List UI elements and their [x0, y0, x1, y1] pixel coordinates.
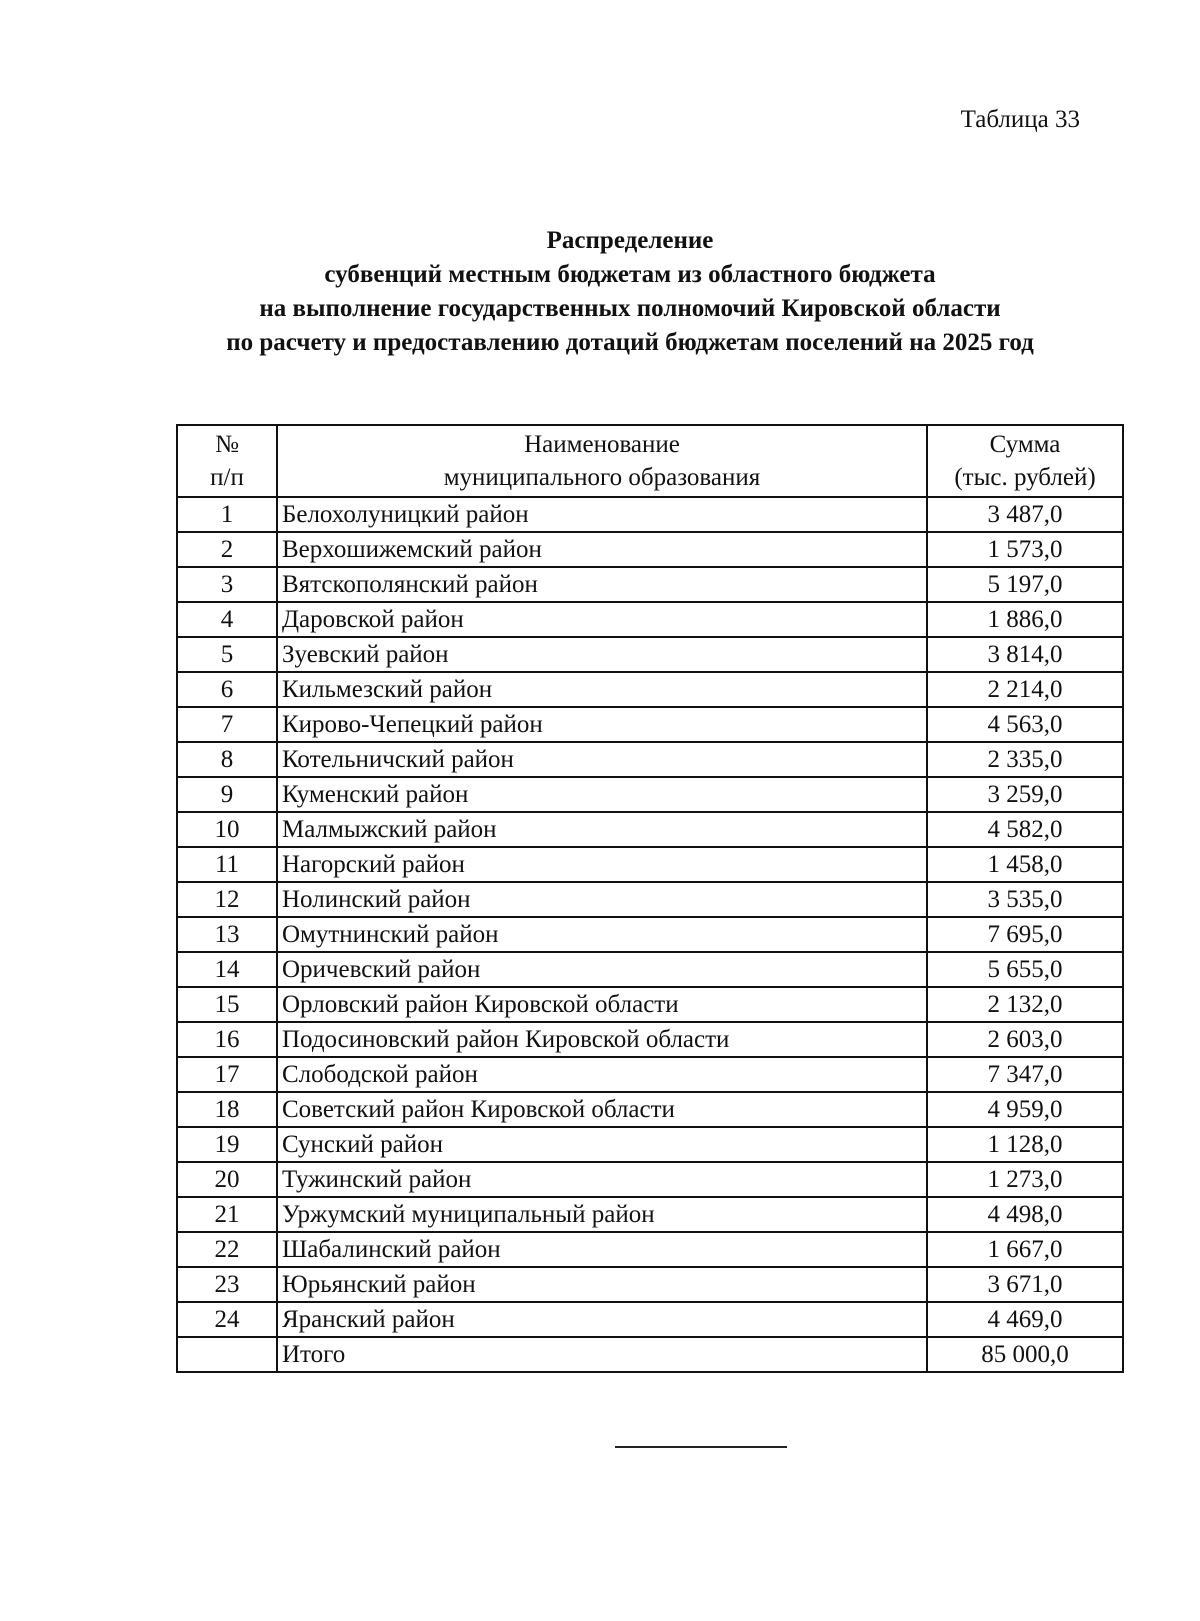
row-num: 2 [177, 532, 277, 567]
subvention-table [176, 424, 1124, 1373]
row-sum: 2 603,0 [927, 1022, 1123, 1057]
row-num: 22 [177, 1232, 277, 1267]
row-num: 5 [177, 637, 277, 672]
row-sum: 7 347,0 [927, 1057, 1123, 1092]
row-name: Орловский район Кировской области [277, 987, 927, 1022]
table-row [177, 952, 1123, 987]
row-name: Малмыжский район [277, 812, 927, 847]
row-sum: 2 335,0 [927, 742, 1123, 777]
table-row [177, 707, 1123, 742]
table-row [177, 742, 1123, 777]
title-line: Распределение [546, 227, 714, 254]
title-line: субвенций местным бюджетам из областного бюджета [324, 261, 936, 288]
row-sum: 4 498,0 [927, 1197, 1123, 1232]
row-sum: 2 214,0 [927, 672, 1123, 707]
total-sum: 85 000,0 [927, 1337, 1123, 1372]
row-num: 7 [177, 707, 277, 742]
row-num: 13 [177, 917, 277, 952]
table-header-row [177, 425, 1123, 497]
row-sum: 2 132,0 [927, 987, 1123, 1022]
table-row [177, 917, 1123, 952]
table-row [177, 847, 1123, 882]
row-num: 18 [177, 1092, 277, 1127]
row-name: Нолинский район [277, 882, 927, 917]
table-row [177, 1057, 1123, 1092]
row-num: 6 [177, 672, 277, 707]
row-name: Яранский район [277, 1302, 927, 1337]
row-num: 4 [177, 602, 277, 637]
table-row [177, 777, 1123, 812]
row-num: 10 [177, 812, 277, 847]
row-sum: 7 695,0 [927, 917, 1123, 952]
row-name: Подосиновский район Кировской области [277, 1022, 927, 1057]
total-label: Итого [277, 1337, 927, 1372]
table-row [177, 1302, 1123, 1337]
row-name: Юрьянский район [277, 1267, 927, 1302]
row-num: 14 [177, 952, 277, 987]
row-name: Нагорский район [277, 847, 927, 882]
row-name: Кильмезский район [277, 672, 927, 707]
row-num: 8 [177, 742, 277, 777]
row-sum: 3 487,0 [927, 497, 1123, 532]
header-sum: Сумма (тыс. рублей) [927, 425, 1123, 497]
table-row [177, 812, 1123, 847]
row-sum: 1 458,0 [927, 847, 1123, 882]
row-sum: 4 959,0 [927, 1092, 1123, 1127]
row-num: 1 [177, 497, 277, 532]
row-name: Слободской район [277, 1057, 927, 1092]
row-sum: 5 655,0 [927, 952, 1123, 987]
row-sum: 4 563,0 [927, 707, 1123, 742]
row-name: Оричевский район [277, 952, 927, 987]
row-sum: 3 535,0 [927, 882, 1123, 917]
footer-rule [615, 1446, 787, 1448]
row-num: 3 [177, 567, 277, 602]
table-row [177, 1197, 1123, 1232]
row-num: 21 [177, 1197, 277, 1232]
row-name: Шабалинский район [277, 1232, 927, 1267]
table-row [177, 532, 1123, 567]
table-row [177, 1267, 1123, 1302]
row-name: Советский район Кировской области [277, 1092, 927, 1127]
row-name: Кирово-Чепецкий район [277, 707, 927, 742]
row-num: 19 [177, 1127, 277, 1162]
row-num: 20 [177, 1162, 277, 1197]
row-num: 15 [177, 987, 277, 1022]
table-row [177, 882, 1123, 917]
title-line: на выполнение государственных полномочий Кировской области [259, 295, 1001, 322]
row-num: 24 [177, 1302, 277, 1337]
row-num: 12 [177, 882, 277, 917]
table-row [177, 1232, 1123, 1267]
row-name: Верхошижемский район [277, 532, 927, 567]
row-num: 9 [177, 777, 277, 812]
table-row [177, 1127, 1123, 1162]
table-row [177, 672, 1123, 707]
table-row [177, 1162, 1123, 1197]
header-name: Наименование муниципального образования [277, 425, 927, 497]
row-num: 16 [177, 1022, 277, 1057]
row-sum: 1 667,0 [927, 1232, 1123, 1267]
table-row [177, 497, 1123, 532]
row-sum: 4 582,0 [927, 812, 1123, 847]
table-row [177, 987, 1123, 1022]
table-row [177, 1022, 1123, 1057]
total-num [177, 1337, 277, 1372]
table-body [177, 497, 1123, 1337]
row-sum: 5 197,0 [927, 567, 1123, 602]
row-name: Тужинский район [277, 1162, 927, 1197]
document-title [150, 224, 1110, 360]
table-row [177, 602, 1123, 637]
title-line: по расчету и предоставлению дотаций бюджетам поселений на 2025 год [226, 329, 1034, 356]
row-name: Котельничский район [277, 742, 927, 777]
header-num: № п/п [177, 425, 277, 497]
row-name: Омутнинский район [277, 917, 927, 952]
row-num: 11 [177, 847, 277, 882]
row-sum: 1 573,0 [927, 532, 1123, 567]
table-row [177, 567, 1123, 602]
row-name: Куменский район [277, 777, 927, 812]
total-row [177, 1337, 1123, 1372]
row-name: Уржумский муниципальный район [277, 1197, 927, 1232]
row-name: Зуевский район [277, 637, 927, 672]
table-label: Таблица 33 [960, 106, 1080, 133]
row-sum: 1 886,0 [927, 602, 1123, 637]
row-num: 17 [177, 1057, 277, 1092]
table-row [177, 637, 1123, 672]
row-sum: 3 814,0 [927, 637, 1123, 672]
table-row [177, 1092, 1123, 1127]
row-name: Белохолуницкий район [277, 497, 927, 532]
row-sum: 3 259,0 [927, 777, 1123, 812]
row-num: 23 [177, 1267, 277, 1302]
row-sum: 1 128,0 [927, 1127, 1123, 1162]
row-name: Вятскополянский район [277, 567, 927, 602]
row-name: Сунский район [277, 1127, 927, 1162]
row-sum: 1 273,0 [927, 1162, 1123, 1197]
row-sum: 3 671,0 [927, 1267, 1123, 1302]
row-name: Даровской район [277, 602, 927, 637]
row-sum: 4 469,0 [927, 1302, 1123, 1337]
